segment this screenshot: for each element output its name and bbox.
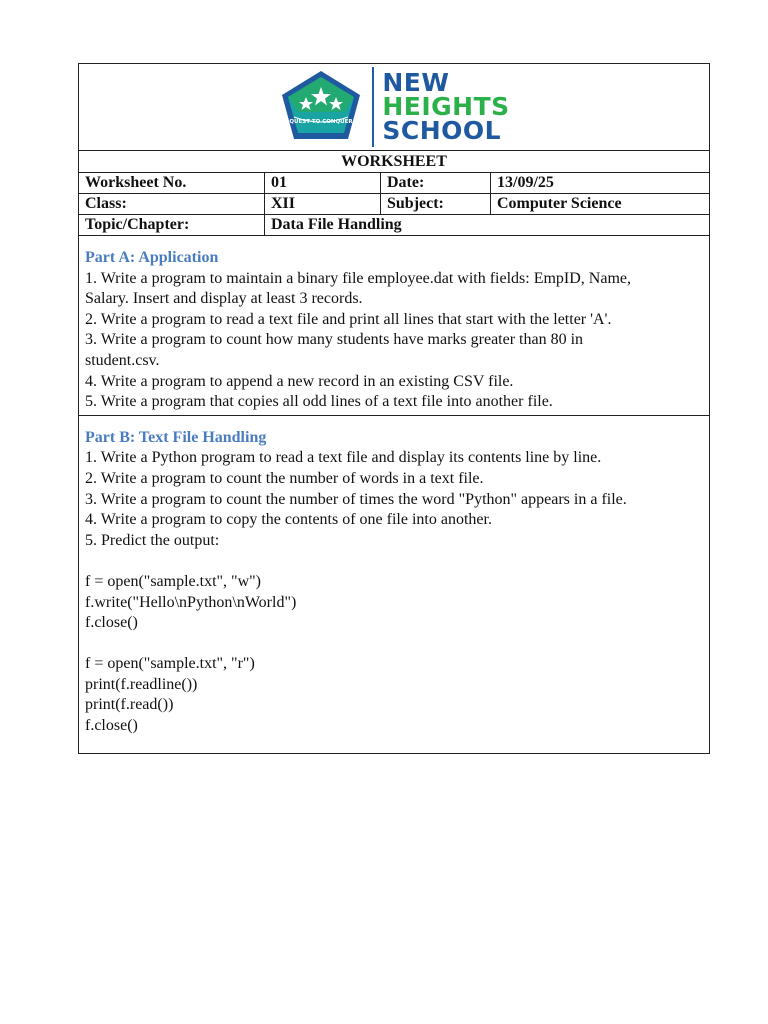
code-line: f = open("sample.txt", "r") [85,655,255,673]
part-a-line: 4. Write a program to append a new record in an existing CSV file. [85,372,514,390]
worksheet-meta-table [79,173,709,236]
logo-divider [372,67,374,147]
meta-row-worksheet [79,173,709,194]
code-line: f.write("Hello\nPython\nWorld") [85,593,297,611]
part-a-line: student.csv. [85,351,160,369]
class-value: XII [265,194,381,215]
part-b-line: 4. Write a program to copy the contents of one file into another. [85,511,492,529]
code-line: f = open("sample.txt", "w") [85,572,261,590]
worksheet-no-value: 01 [265,173,381,194]
part-b-line: 2. Write a program to count the number of words in a text file. [85,469,484,487]
school-badge-icon [278,67,364,147]
part-b-line: 5. Predict the output: [85,531,220,549]
worksheet-title: WORKSHEET [79,151,709,173]
part-a-line: Salary. Insert and display at least 3 records. [85,290,363,308]
part-a-line: 5. Write a program that copies all odd lines of a text file into another file. [85,393,553,411]
part-a-heading: Part A: Application [85,249,219,266]
code-line: f.close() [85,717,138,735]
topic-value: Data File Handling [265,215,710,236]
date-value: 13/09/25 [491,173,710,194]
school-name [382,68,510,145]
part-b-line: 1. Write a Python program to read a text file and display its contents line by line. [85,449,602,467]
worksheet-no-label: Worksheet No. [79,173,265,194]
subject-label: Subject: [381,194,491,215]
blank-line [85,551,703,572]
worksheet [78,63,710,754]
topic-label: Topic/Chapter: [79,215,265,236]
school-name-line2: HEIGHTS [382,92,510,121]
part-a-line: 1. Write a program to maintain a binary file employee.dat with fields: EmpID, Name, [85,269,632,287]
school-name-line3: SCHOOL [382,116,502,145]
part-a-section [79,236,709,415]
school-name-line1: NEW [382,68,450,97]
code-line: print(f.read()) [85,696,174,714]
subject-value: Computer Science [491,194,710,215]
date-label: Date: [381,173,491,194]
code-line: f.close() [85,614,138,632]
badge-text: QUEST TO CONQUER [289,119,354,125]
meta-row-topic [79,215,709,236]
school-logo [278,67,509,147]
header-logo-row [79,64,709,151]
part-b-section [79,415,709,753]
part-b-line: 3. Write a program to count the number of times the word "Python" appears in a file. [85,490,627,508]
class-label: Class: [79,194,265,215]
part-a-line: 2. Write a program to read a text file and print all lines that start with the letter 'A'. [85,310,612,328]
blank-line [85,634,703,655]
part-b-heading: Part B: Text File Handling [85,428,267,446]
part-a-line: 3. Write a program to count how many students have marks greater than 80 in [85,331,584,349]
code-line: print(f.readline()) [85,675,198,693]
meta-row-class [79,194,709,215]
